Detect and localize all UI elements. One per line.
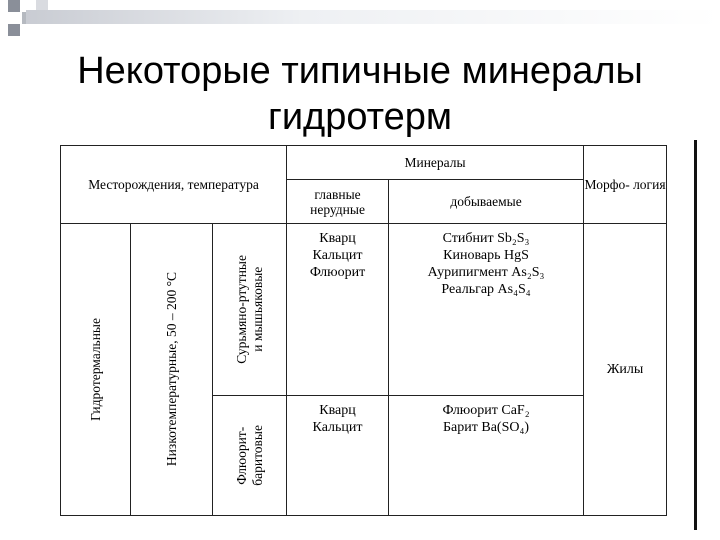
mineral-main: Кварц — [319, 403, 356, 418]
group1-name-text — [234, 255, 266, 364]
slide-title — [60, 48, 660, 140]
minerals-table — [60, 145, 667, 516]
group1-line2: и мышьяковые — [249, 266, 265, 353]
header-minerals — [287, 146, 584, 180]
mineral-mined: Киноварь HgS — [443, 248, 529, 263]
type-lowtemp — [131, 224, 213, 516]
morphology-text: Жилы — [606, 361, 644, 377]
mineral-mined: Стибнит Sb₂S₃ — [442, 231, 530, 246]
header-mined — [389, 180, 584, 224]
type-lowtemp-text: Низкотемпературные, 50 – 200 °С — [163, 272, 179, 467]
header-mined-text: добываемые — [450, 193, 522, 209]
group2-name — [213, 396, 287, 516]
decor-strip — [26, 10, 720, 24]
mineral-mined: Барит Ba(SO₄) — [443, 420, 530, 435]
header-deposits-text: Месторождения, температура — [88, 176, 259, 192]
mineral-mined: Реальгар As₄S₄ — [441, 282, 531, 297]
mineral-mined: Аурипигмент As₂S₃ — [427, 265, 545, 280]
group1-mined — [389, 224, 584, 396]
group1-line1: Сурьмяно-ртутные — [233, 255, 249, 364]
group2-line1: Флюорит- — [233, 426, 249, 485]
header-deposits — [61, 146, 287, 224]
header-morphology-text: Морфо- логия — [584, 177, 666, 192]
header-main-text: главные нерудные — [310, 186, 365, 217]
decor-square — [8, 0, 20, 12]
group1-name — [213, 224, 287, 396]
type-hydrothermal-text: Гидротермальные — [87, 318, 103, 421]
mineral-mined: Флюорит CaF₂ — [442, 403, 530, 418]
header-main — [287, 180, 389, 224]
group2-name-text — [234, 425, 266, 486]
morphology-cell — [584, 224, 667, 516]
slide-title-line2: гидротерм — [267, 96, 453, 138]
scan-edge-line — [694, 140, 697, 530]
decor-square — [8, 24, 20, 36]
group1-main — [287, 224, 389, 396]
group2-mined — [389, 396, 584, 516]
group2-main — [287, 396, 389, 516]
mineral-main: Кварц — [319, 231, 356, 246]
header-minerals-text: Минералы — [404, 154, 466, 170]
slide-title-line1: Некоторые типичные минералы — [77, 50, 643, 92]
mineral-main: Кальцит — [312, 248, 363, 263]
mineral-main: Флюорит — [309, 265, 366, 280]
header-morphology — [584, 146, 667, 224]
mineral-main: Кальцит — [312, 420, 363, 435]
type-hydrothermal — [61, 224, 131, 516]
group2-line2: баритовые — [249, 425, 265, 486]
